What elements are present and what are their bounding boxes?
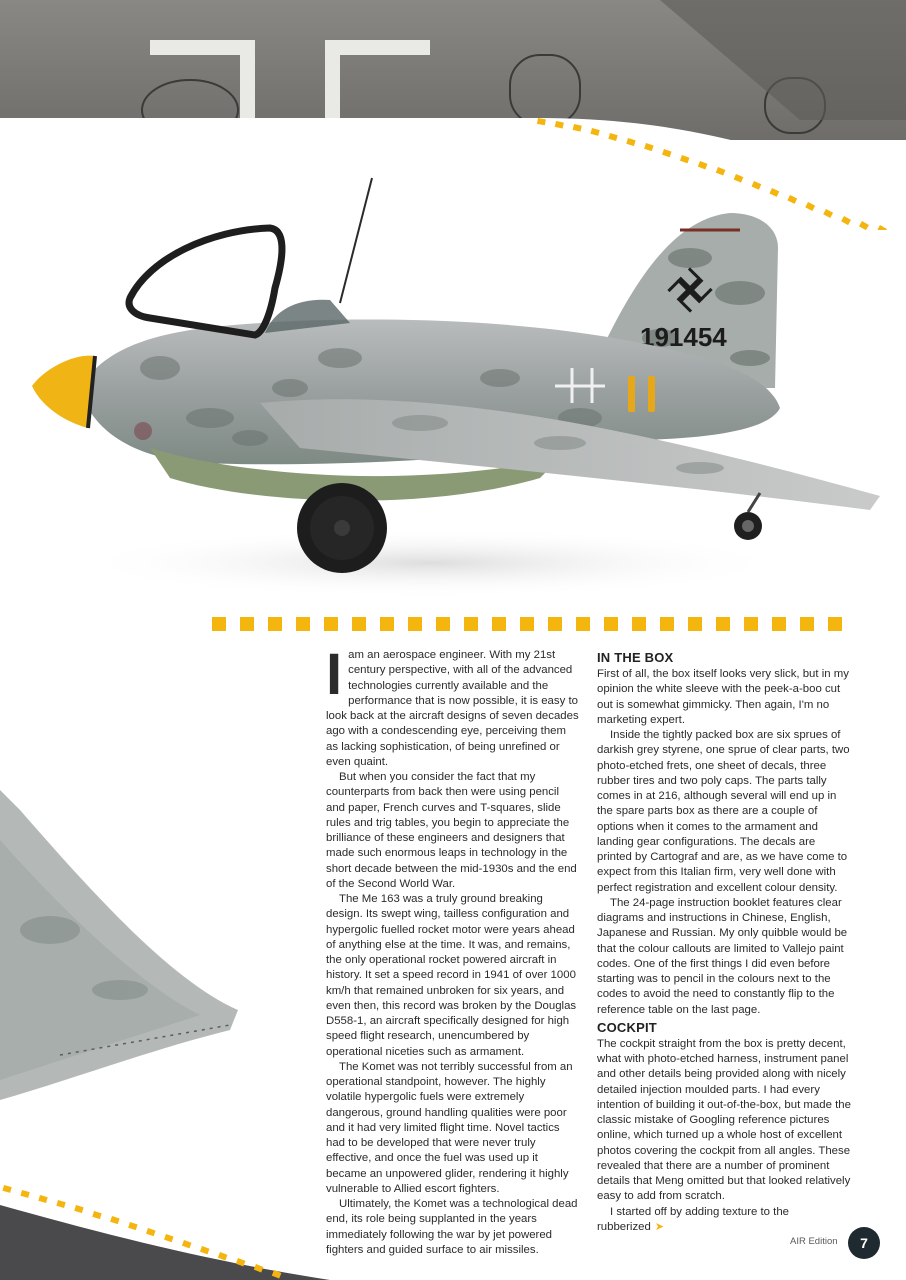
continue-arrow-icon: ➤ bbox=[654, 1220, 665, 1233]
yellow-dash-divider bbox=[212, 617, 842, 631]
section-heading-cockpit: COCKPIT bbox=[597, 1019, 657, 1035]
body-paragraph: The 24-page instruction booklet features clear diagrams and instructions in Chinese, English, Japanese and Russian. My only quibble would be that the colour callouts are limited to Vallejo paint codes. One of the first things I did even before starting was to pencil in the colours next to the codes to avoid the need to constantly flip to the reference table on the last page. bbox=[597, 896, 848, 1016]
body-paragraph: Ultimately, the Komet was a technological dead end, its role being supplanted in the years immediately following the war by jet powered fighters and guided surface to air missiles. bbox=[326, 1198, 578, 1256]
aircraft-photo bbox=[0, 118, 906, 638]
tail-serial: 191454 bbox=[640, 322, 727, 352]
body-paragraph: The cockpit straight from the box is pretty decent, what with photo-etched harness, instrument panel and other details being provided along with nicely detailed injection moulded parts. I had every intention of building it out-of-the-box, but made the classic mistake of Googling reference pictures online, which turned up a whole host of excellent photos covering the cockpit from all angles. These revealed that there are a number of prominent details that Meng omitted but that looked relatively easy to add from scratch. bbox=[597, 1037, 851, 1203]
article-column-2 bbox=[597, 648, 852, 1235]
body-paragraph: First of all, the box itself looks very slick, but in my opinion the white sleeve with the peek-a-boo cut out is somewhat gimmicky. Then again, I'm no marketing expert. bbox=[597, 668, 849, 726]
intro-paragraph: am an aerospace engineer. With my 21st century perspective, with all of the advanced technologies currently available and the performance that is now possible, it is easy to look back at the aircraft designs of seven decades ago with a condescending eye, perceiving them as lacking sophistication, of being unrefined or even quaint. bbox=[326, 649, 579, 768]
body-paragraph: The Komet was not terribly successful from an operational standpoint, however. The highly volatile hypergolic fuels were extremely dangerous, ground handling qualities were poor and it had very limited flight time. Novel tactics had to be developed that were never truly effective, and once the fuel was used up it became an unpowered glider, rendering it highly vulnerable to Allied escort fighters. bbox=[326, 1060, 573, 1195]
continued-text: I started off by adding texture to the rubberized bbox=[597, 1205, 789, 1233]
publication-name: AIR Edition bbox=[790, 1236, 838, 1247]
body-paragraph: Inside the tightly packed box are six sprues of darkish grey styrene, one sprue of clear parts, two photo-etched frets, one sheet of decals, three rubber tires and two poly caps. The parts tally comes in at 216, although several will end up in the spare parts box as there are a couple of options when it comes to the armament and landing gear configurations. The decals are printed by Cartograf and are, as we have come to expect from this Italian firm, very well done with perfect registration and excellent colour density. bbox=[597, 729, 850, 894]
body-paragraph: The Me 163 was a truly ground breaking design. Its swept wing, tailless configuration and hypergolic fuelled rocket motor were years ahead of anything else at the time. It was, and remains, the only operational rocket powered aircraft in history. It set a speed record in 1941 of over 1000 km/h that remained unbroken for six years, and even then, this record was broken by the Douglas D558-1, an aircraft specifically designed for high speed flight research, unencumbered by operational niceties such as armament. bbox=[326, 893, 577, 1058]
section-heading-in-the-box: IN THE BOX bbox=[597, 650, 674, 665]
page-number-badge: 7 bbox=[848, 1227, 880, 1259]
body-paragraph: But when you consider the fact that my counterparts from back then were using pencil and paper, French curves and T-squares, slide rules and trig tables, you begin to appreciate the brilliance of these engineers and designers that made such enormous leaps in technology in the short decade between the mid-1930s and the end of the Second World War. bbox=[326, 771, 577, 890]
drop-cap: I bbox=[326, 642, 343, 707]
bottom-corner-graphic bbox=[0, 1150, 906, 1280]
wing-photo bbox=[0, 780, 240, 1100]
